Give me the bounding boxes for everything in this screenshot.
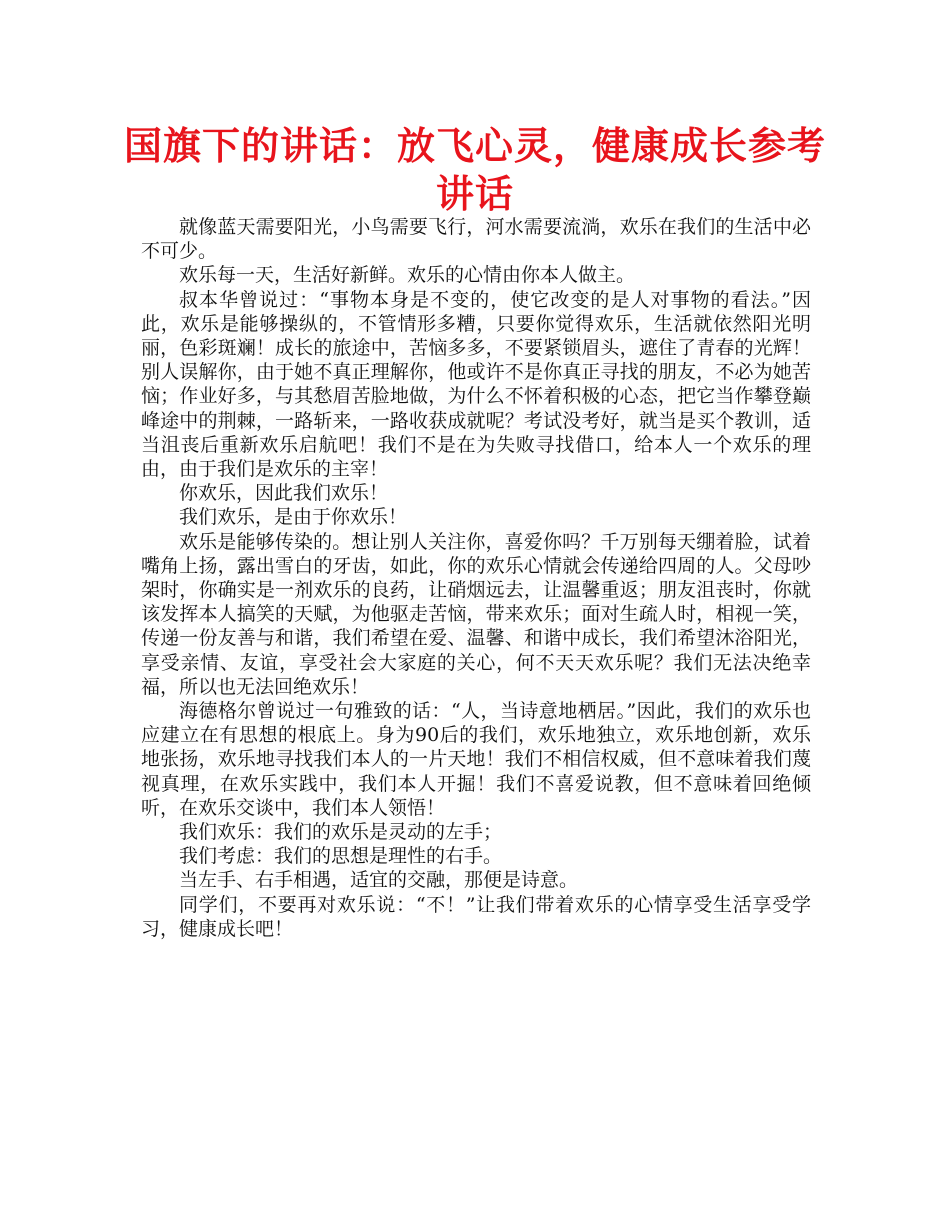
paragraph-11: 同学们，不要再对欢乐说：“不！”让我们带着欢乐的心情享受生活享受学习，健康成长吧！ (141, 893, 811, 940)
paragraph-10: 当左手、右手相遇，适宜的交融，那便是诗意。 (179, 869, 579, 892)
document-body (141, 215, 811, 941)
paragraph-6: 欢乐是能够传染的。想让别人关注你，喜爱你吗？千万别每天绷着脸，试着嘴角上扬，露出雪白的牙齿，如此，你的欢乐心情就会传递给四周的人。父母吵架时，你确实是一剂欢乐的良药，让硝烟远去，让温馨重返；朋友沮丧时，你就该发挥本人搞笑的天赋，为他驱走苦恼，带来欢乐；面对生疏人时，相视一笑，传递一份友善与和谐，我们希望在爱、温馨、和谐中成长，我们希望沐浴阳光，享受亲情、友谊，享受社会大家庭的关心，何不天天欢乐呢？我们无法决绝幸福，所以也无法回绝欢乐！ (141, 530, 811, 698)
paragraph-8: 我们欢乐：我们的欢乐是灵动的左手； (179, 821, 503, 844)
paragraph-5: 我们欢乐，是由于你欢乐！ (179, 506, 408, 529)
paragraph-4: 你欢乐，因此我们欢乐！ (179, 482, 389, 505)
paragraph-1: 就像蓝天需要阳光，小鸟需要飞行，河水需要流淌，欢乐在我们的生活中必不可少。 (141, 216, 811, 263)
paragraph-3: 叔本华曾说过：“事物本身是不变的，使它改变的是人对事物的看法。”因此，欢乐是能够操纵的，不管情形多糟，只要你觉得欢乐，生活就依然阳光明丽，色彩斑斓！成长的旅途中，苦恼多多，不要紧锁眉头，遮住了青春的光辉！别人误解你，由于她不真正理解你，他或许不是你真正寻找的朋友，不必为她苦恼；作业好多，与其愁眉苦脸地做，为什么不怀着积极的心态，把它当作攀登巅峰途中的荆棘，一路斩来，一路收获成就呢？考试没考好，就当是买个教训，适当沮丧后重新欢乐启航吧！我们不是在为失败寻找借口，给本人一个欢乐的理由，由于我们是欢乐的主宰！ (141, 288, 811, 481)
document-title: 国旗下的讲话：放飞心灵，健康成长参考讲话 (123, 124, 826, 216)
paragraph-9: 我们考虑：我们的思想是理性的右手。 (179, 845, 503, 868)
paragraph-7: 海德格尔曾说过一句雅致的话：“人，当诗意地栖居。”因此，我们的欢乐也应建立在有思想的根底上。身为90后的我们，欢乐地独立，欢乐地创新，欢乐地张扬，欢乐地寻找我们本人的一片天地！我们不相信权威，但不意味着我们蔑视真理，在欢乐实践中，我们本人开掘！我们不喜爱说教，但不意味着回绝倾听，在欢乐交谈中，我们本人领悟！ (141, 700, 811, 819)
paragraph-2: 欢乐每一天，生活好新鲜。欢乐的心情由你本人做主。 (179, 264, 636, 287)
